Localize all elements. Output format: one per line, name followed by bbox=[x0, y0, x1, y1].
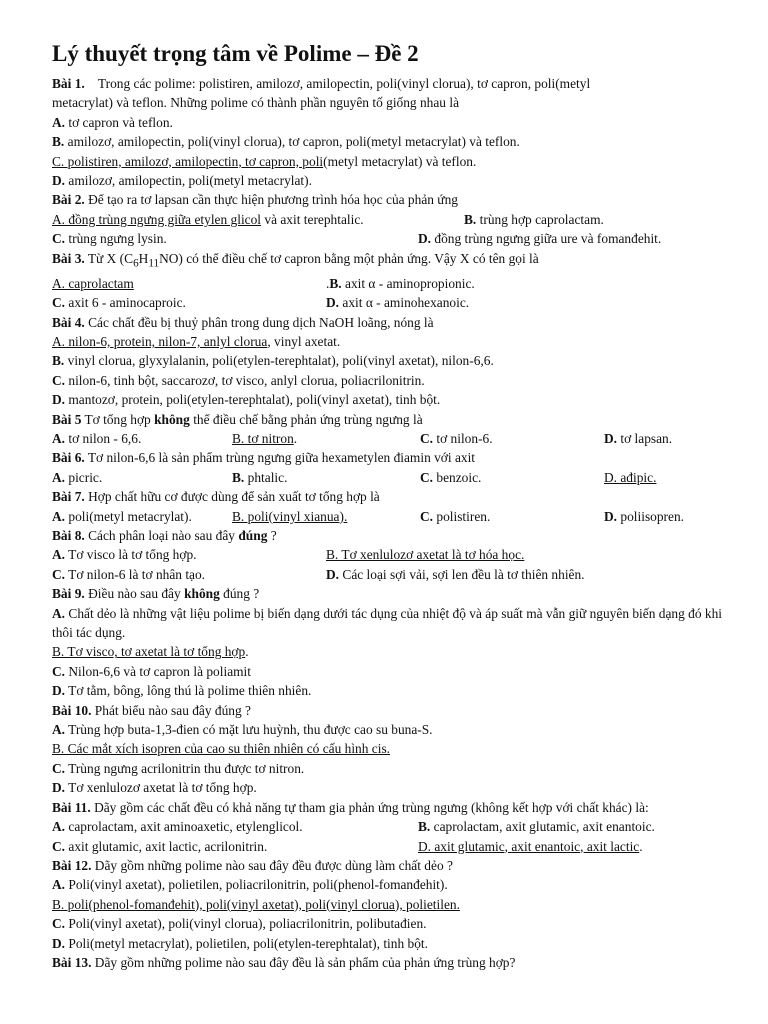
answer-underlined: B. tơ nitron bbox=[232, 430, 294, 446]
option-d bbox=[52, 778, 742, 797]
option-key: A. bbox=[52, 877, 66, 893]
answer-underlined: D. ađipic. bbox=[604, 469, 657, 485]
option-text: và axit terephtalic. bbox=[261, 211, 364, 227]
option-text: Tơ nilon-6 là tơ nhân tạo. bbox=[68, 566, 206, 582]
option-text: axit α - aminopropionic. bbox=[345, 275, 475, 291]
option-b bbox=[326, 274, 475, 293]
option-c bbox=[52, 229, 418, 248]
option-text: caprolactam, axit glutamic, axit enantoic. bbox=[433, 819, 655, 835]
stem-text: Phát biểu nào sau đây đúng ? bbox=[94, 702, 251, 718]
option-b-answer bbox=[52, 895, 742, 914]
option-text: Nilon-6,6 và tơ capron là poliamit bbox=[68, 663, 251, 679]
stem-text: H bbox=[138, 250, 149, 266]
question-stem bbox=[52, 798, 742, 817]
option-text: tơ capron và teflon. bbox=[68, 114, 173, 130]
option-key: A. bbox=[52, 114, 66, 130]
question-label: Bài 8. bbox=[52, 528, 85, 544]
option-d bbox=[604, 429, 672, 448]
option-text: axit α - aminohexanoic. bbox=[342, 295, 470, 311]
option-key: B. bbox=[418, 819, 431, 835]
option-key: A. bbox=[52, 430, 66, 446]
options-row bbox=[52, 229, 742, 248]
option-key: D. bbox=[604, 430, 618, 446]
option-d-answer bbox=[604, 468, 656, 487]
option-key: C. bbox=[420, 430, 434, 446]
option-text: Tơ tằm, bông, lông thú là polime thiên nhiên. bbox=[68, 683, 312, 699]
option-a-answer bbox=[52, 210, 464, 229]
option-d bbox=[52, 681, 742, 700]
question-stem-cont: metacrylat) và teflon. Những polime có thành phần nguyên tố giống nhau là bbox=[52, 95, 460, 111]
option-c bbox=[52, 293, 326, 312]
option-text: Các loại sợi vải, sợi len đều là tơ thiên nhiên. bbox=[342, 566, 585, 582]
option-text: Tơ xenlulozơ axetat là tơ tổng hợp. bbox=[68, 780, 257, 796]
option-a-answer bbox=[52, 274, 326, 293]
option-d bbox=[604, 507, 684, 526]
option-c bbox=[420, 468, 604, 487]
options-row bbox=[52, 293, 742, 312]
option-key: A. bbox=[52, 722, 66, 738]
option-c bbox=[52, 371, 742, 390]
option-b-answer bbox=[52, 739, 742, 758]
stem-emphasis: không bbox=[154, 411, 190, 427]
question-label: Bài 4. bbox=[52, 314, 85, 330]
question-8 bbox=[52, 526, 742, 584]
option-key: D. bbox=[326, 566, 340, 582]
option-text: poli(metyl metacrylat). bbox=[68, 508, 192, 524]
stem-text: Tơ nilon-6,6 là sản phẩm trùng ngưng giữa hexametylen điamin với axit bbox=[87, 450, 476, 466]
question-10 bbox=[52, 701, 742, 798]
option-text: Poli(metyl metacrylat), polietilen, poli(etylen-terephtalat), tinh bột. bbox=[68, 935, 428, 951]
option-text: mantozơ, protein, poli(etylen-terephtalat), poli(vinyl axetat), tinh bột. bbox=[68, 392, 441, 408]
option-text: . bbox=[639, 838, 643, 854]
question-stem bbox=[52, 74, 742, 93]
option-key: D. bbox=[418, 231, 432, 247]
page-title: Lý thuyết trọng tâm về Polime – Đề 2 bbox=[52, 41, 419, 66]
option-c-answer bbox=[52, 152, 742, 171]
option-text: trùng ngưng lysin. bbox=[68, 231, 167, 247]
option-text: nilon-6, tinh bột, saccarozơ, tơ visco, anlyl clorua, poliacrilonitrin. bbox=[68, 372, 425, 388]
question-label: Bài 12. bbox=[52, 857, 92, 873]
option-a bbox=[52, 429, 232, 448]
option-key: C. bbox=[420, 508, 434, 524]
question-stem bbox=[52, 856, 742, 875]
stem-text: Từ X (C bbox=[87, 250, 134, 266]
option-b bbox=[52, 132, 742, 151]
option-c bbox=[52, 662, 742, 681]
option-text: caprolactam, axit aminoaxetic, etylenglicol. bbox=[68, 819, 303, 835]
stem-text: Để tạo ra tơ lapsan cần thực hiện phương trình hóa học của phản ứng bbox=[88, 192, 458, 208]
option-key: D. bbox=[52, 935, 66, 951]
options-row bbox=[52, 274, 742, 293]
option-d bbox=[52, 390, 742, 409]
option-key: D. bbox=[52, 683, 66, 699]
stem-emphasis: đúng bbox=[238, 528, 268, 544]
question-label: Bài 1. bbox=[52, 76, 85, 91]
question-11 bbox=[52, 798, 742, 856]
options-row bbox=[52, 507, 742, 526]
option-d bbox=[326, 293, 469, 312]
option-key: B. bbox=[52, 134, 65, 150]
option-a bbox=[52, 507, 232, 526]
option-a bbox=[52, 468, 232, 487]
answer-underlined: B. Tơ xenlulozơ axetat là tơ hóa học. bbox=[326, 547, 525, 563]
option-c bbox=[420, 507, 604, 526]
option-a bbox=[52, 545, 326, 564]
question-stem bbox=[52, 526, 742, 545]
stem-emphasis: không bbox=[184, 586, 220, 602]
stem-text: Điều nào sau đây bbox=[88, 586, 181, 602]
option-text: benzoic. bbox=[436, 469, 482, 485]
question-9 bbox=[52, 584, 742, 700]
punctuation: . bbox=[326, 275, 330, 291]
option-c bbox=[420, 429, 604, 448]
option-key: D. bbox=[326, 295, 340, 311]
option-a bbox=[52, 720, 742, 739]
question-stem bbox=[52, 448, 742, 467]
option-key: D. bbox=[52, 173, 66, 189]
option-key: B. bbox=[52, 353, 65, 369]
question-label: Bài 5 bbox=[52, 411, 82, 427]
document-page bbox=[52, 40, 742, 972]
question-7 bbox=[52, 487, 742, 526]
option-d bbox=[52, 171, 742, 190]
option-key: A. bbox=[52, 469, 66, 485]
options-row bbox=[52, 429, 742, 448]
option-text: đồng trùng ngưng giữa ure và fomanđehit. bbox=[434, 231, 662, 247]
question-label: Bài 2. bbox=[52, 192, 85, 208]
options-row bbox=[52, 468, 742, 487]
option-text: Poli(vinyl axetat), poli(vinyl clorua), poliacrilonitrin, polibutađien. bbox=[68, 916, 427, 932]
question-stem bbox=[52, 487, 742, 506]
option-key: C. bbox=[52, 231, 66, 247]
option-b-answer bbox=[232, 507, 420, 526]
answer-underlined: B. Tơ visco, tơ axetat là tơ tổng hợp bbox=[52, 644, 246, 660]
question-stem bbox=[52, 249, 742, 274]
question-6 bbox=[52, 448, 742, 487]
answer-underlined: A. nilon-6, protein, nilon-7, anlyl clorua bbox=[52, 333, 268, 349]
question-stem bbox=[52, 190, 742, 209]
option-text: Trùng ngưng acrilonitrin thu được tơ nitron. bbox=[68, 760, 305, 776]
option-key: A. bbox=[52, 605, 66, 621]
option-text: amilozơ, amilopectin, poli(metyl metacrylat). bbox=[68, 173, 312, 189]
answer-underlined: A. caprolactam bbox=[52, 275, 134, 291]
stem-text: Dãy gồm những polime nào sau đây đều được dùng làm chất dẻo ? bbox=[94, 857, 453, 873]
option-key: D. bbox=[52, 780, 66, 796]
option-text: tơ nilon-6. bbox=[436, 430, 493, 446]
option-b-answer bbox=[52, 642, 742, 661]
option-b bbox=[232, 468, 420, 487]
stem-text: Cách phân loại nào sau đây bbox=[88, 528, 235, 544]
question-3 bbox=[52, 249, 742, 313]
question-1 bbox=[52, 74, 742, 190]
option-b bbox=[418, 817, 655, 836]
subscript: 6 bbox=[133, 257, 139, 270]
option-d bbox=[326, 565, 585, 584]
options-row bbox=[52, 565, 742, 584]
option-d bbox=[52, 934, 742, 953]
option-text: (metyl metacrylat) và teflon. bbox=[323, 153, 477, 169]
option-b-answer bbox=[232, 429, 420, 448]
options-row bbox=[52, 210, 742, 229]
option-text: Chất dẻo là những vật liệu polime bị biến dạng dưới tác dụng của nhiệt độ và áp suất mà vẫn giữ nguyên biến dạng đó khi thôi tác dụng. bbox=[52, 605, 722, 641]
option-text: picric. bbox=[68, 469, 103, 485]
stem-text: Hợp chất hữu cơ được dùng để sản xuất tơ tổng hợp là bbox=[88, 489, 380, 505]
question-stem bbox=[52, 410, 742, 429]
option-key: D. bbox=[604, 508, 618, 524]
stem-text: đúng ? bbox=[223, 586, 260, 602]
option-c bbox=[52, 565, 326, 584]
option-key: B. bbox=[464, 211, 477, 227]
stem-text: Dãy gồm các chất đều có khả năng tự tham gia phản ứng trùng ngưng (không kết hợp với chất khác) là: bbox=[94, 799, 649, 815]
stem-text: Các chất đều bị thuỷ phân trong dung dịch NaOH loãng, nóng là bbox=[88, 314, 434, 330]
question-stem bbox=[52, 584, 742, 603]
option-key: C. bbox=[52, 838, 66, 854]
stem-text: Trong các polime: polistiren, amilozơ, amilopectin, poli(vinyl clorua), tơ capron, poli(metyl bbox=[97, 76, 591, 91]
option-c bbox=[52, 914, 742, 933]
option-d bbox=[418, 229, 661, 248]
option-key: A. bbox=[52, 508, 66, 524]
question-label: Bài 6. bbox=[52, 450, 85, 466]
stem-text: Dãy gồm những polime nào sau đây đều là sản phẩm của phản ứng trùng hợp? bbox=[94, 954, 516, 970]
answer-underlined: C. polistiren, amilozơ, amilopectin, tơ capron, poli bbox=[52, 153, 324, 169]
answer-underlined: A. đồng trùng ngưng giữa etylen glicol bbox=[52, 211, 262, 227]
option-key: D. bbox=[52, 392, 66, 408]
question-stem bbox=[52, 953, 742, 972]
option-text: axit glutamic, axit lactic, acrilonitrin. bbox=[68, 838, 268, 854]
option-text: Tơ visco là tơ tổng hợp. bbox=[68, 547, 197, 563]
option-key: B. bbox=[232, 469, 245, 485]
stem-text: NO) có thể điều chế tơ capron bằng một phản ứng. Vậy X có tên gọi là bbox=[159, 250, 539, 266]
option-d-answer bbox=[418, 837, 643, 856]
option-text: . bbox=[245, 644, 249, 660]
option-text: phtalic. bbox=[247, 469, 288, 485]
option-a bbox=[52, 875, 742, 894]
option-text: poliisopren. bbox=[620, 508, 684, 524]
option-c bbox=[52, 759, 742, 778]
option-text: polistiren. bbox=[436, 508, 491, 524]
option-a bbox=[52, 817, 418, 836]
option-a bbox=[52, 113, 742, 132]
option-key: C. bbox=[52, 760, 66, 776]
option-text: axit 6 - aminocaproic. bbox=[68, 295, 186, 311]
question-label: Bài 13. bbox=[52, 954, 92, 970]
option-text: amilozơ, amilopectin, poli(vinyl clorua), tơ capron, poli(metyl metacrylat) và teflon. bbox=[67, 134, 520, 150]
options-row bbox=[52, 817, 742, 836]
question-label: Bài 3. bbox=[52, 250, 85, 266]
subscript: 11 bbox=[148, 257, 160, 270]
option-key: C. bbox=[52, 372, 66, 388]
option-c bbox=[52, 837, 418, 856]
question-2 bbox=[52, 190, 742, 248]
option-text: tơ nilon - 6,6. bbox=[68, 430, 142, 446]
option-b bbox=[464, 210, 604, 229]
option-key: C. bbox=[420, 469, 434, 485]
option-a bbox=[52, 604, 742, 643]
option-key: C. bbox=[52, 663, 66, 679]
option-key: C. bbox=[52, 916, 66, 932]
question-12 bbox=[52, 856, 742, 953]
options-row bbox=[52, 837, 742, 856]
option-key: A. bbox=[52, 819, 66, 835]
option-key: C. bbox=[52, 295, 66, 311]
answer-underlined: B. poli(phenol-fomanđehit), poli(vinyl axetat), poli(vinyl clorua), polietilen. bbox=[52, 896, 460, 912]
question-stem bbox=[52, 313, 742, 332]
option-text: Trùng hợp buta-1,3-đien có mặt lưu huỳnh, thu được cao su buna-S. bbox=[68, 722, 433, 738]
question-5 bbox=[52, 410, 742, 449]
option-text: Poli(vinyl axetat), polietilen, poliacrilonitrin, poli(phenol-fomanđehit). bbox=[68, 877, 448, 893]
answer-underlined: B. Các mắt xích isopren của cao su thiên nhiên có cấu hình cis. bbox=[52, 741, 391, 757]
question-stem bbox=[52, 701, 742, 720]
question-label: Bài 11. bbox=[52, 799, 91, 815]
option-b bbox=[52, 351, 742, 370]
option-text: trùng hợp caprolactam. bbox=[479, 211, 604, 227]
option-text: . bbox=[293, 430, 298, 446]
stem-text: ? bbox=[270, 528, 277, 544]
options-row bbox=[52, 545, 742, 564]
option-b-answer bbox=[326, 545, 524, 564]
option-key: A. bbox=[52, 547, 66, 563]
question-13 bbox=[52, 953, 742, 972]
stem-text: thể điều chế bằng phản ứng trùng ngưng là bbox=[193, 411, 423, 427]
answer-underlined: D. axit glutamic, axit enantoic, axit lactic bbox=[418, 838, 640, 854]
option-text: tơ lapsan. bbox=[620, 430, 673, 446]
option-key: B. bbox=[329, 275, 342, 291]
stem-text: Tơ tổng hợp bbox=[84, 411, 151, 427]
option-a-answer bbox=[52, 332, 742, 351]
option-key: C. bbox=[52, 566, 66, 582]
option-text: , vinyl axetat. bbox=[267, 333, 341, 349]
question-label: Bài 10. bbox=[52, 702, 92, 718]
option-text: vinyl clorua, glyxylalanin, poli(etylen-terephtalat), poli(vinyl axetat), nilon-6,6. bbox=[67, 353, 494, 369]
question-label: Bài 7. bbox=[52, 489, 85, 505]
answer-underlined: B. poli(vinyl xianua). bbox=[232, 508, 348, 524]
question-label: Bài 9. bbox=[52, 586, 85, 602]
question-4 bbox=[52, 313, 742, 410]
